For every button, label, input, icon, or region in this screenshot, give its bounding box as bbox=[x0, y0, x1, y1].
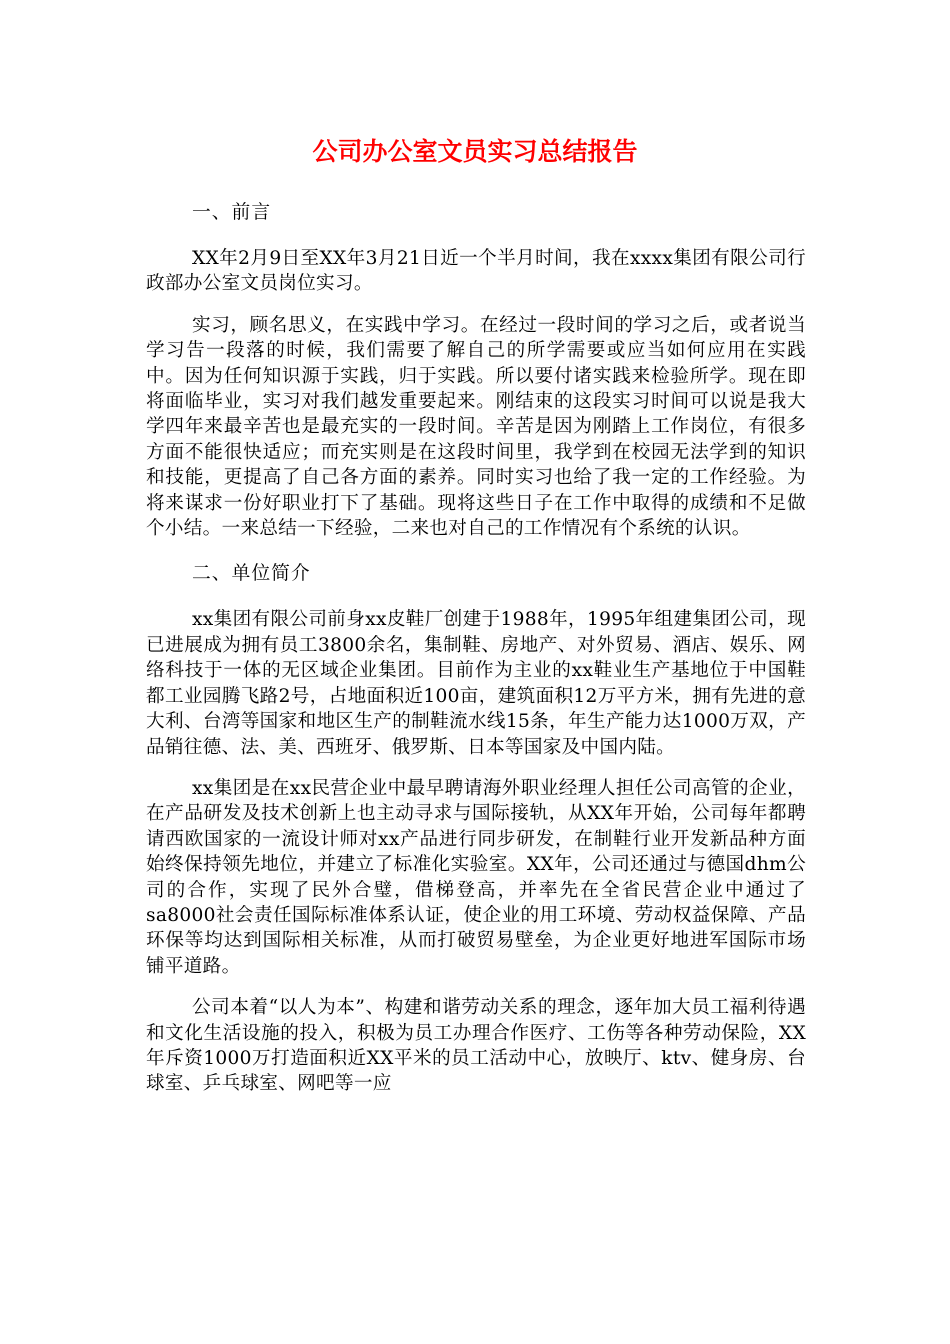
section-company-intro bbox=[146, 557, 806, 1096]
paragraph: 实习，顾名思义，在实践中学习。在经过一段时间的学习之后，或者说当学习告一段落的时候，我们需要了解自己的所学需要或应当如何应用在实践中。因为任何知识源于实践，归于实践。所以要付诸实践来检验所学。现在即将面临毕业，实习对我们越发重要起来。刚结束的这段实习时间可以说是我大学四年来最辛苦也是最充实的一段时间。辛苦是因为刚踏上工作岗位，有很多方面不能很快适应；而充实则是在这段时间里，我学到在校园无法学到的知识和技能，更提高了自己各方面的素养。同时实习也给了我一定的工作经验。为将来谋求一份好职业打下了基础。现将这些日子在工作中取得的成绩和不足做个小结。一来总结一下经验，二来也对自己的工作情况有个系统的认识。 bbox=[146, 314, 806, 540]
section-heading: 一、前言 bbox=[192, 202, 272, 223]
paragraph: xx集团有限公司前身xx皮鞋厂创建于1988年，1995年组建集团公司，现已进展成为拥有员工3800余名，集制鞋、房地产、对外贸易、酒店、娱乐、网络科技于一体的无区域企业集团。目前作为主业的xx鞋业生产基地位于中国鞋都工业园腾飞路2号，占地面积近100亩，建筑面积12万平方米，拥有先进的意大利、台湾等国家和地区生产的制鞋流水线15条，年生产能力达1000万双，产品销往德、法、美、西班牙、俄罗斯、日本等国家及中国内陆。 bbox=[146, 609, 806, 758]
document-body bbox=[146, 196, 806, 1113]
paragraph: XX年2月9日至XX年3月21日近一个半月时间，我在xxxx集团有限公司行政部办公室文员岗位实习。 bbox=[146, 248, 806, 295]
section-preface bbox=[146, 196, 806, 541]
document-title: 公司办公室文员实习总结报告 bbox=[312, 137, 638, 166]
paragraph: 公司本着“以人为本”、构建和谐劳动关系的理念，逐年加大员工福利待遇和文化生活设施的投入，积极为员工办理合作医疗、工伤等各种劳动保险，XX年斥资1000万打造面积近XX平米的员工活动中心，放映厅、ktv、健身房、台球室、乒乓球室、网吧等一应 bbox=[146, 997, 806, 1095]
section-heading: 二、单位简介 bbox=[192, 563, 311, 585]
paragraph: xx集团是在xx民营企业中最早聘请海外职业经理人担任公司高管的企业，在产品研发及技术创新上也主动寻求与国际接轨，从XX年开始，公司每年都聘请西欧国家的一流设计师对xx产品进行同步研发，在制鞋行业开发新品种方面始终保持领先地位，并建立了标准化实验室。XX年，公司还通过与德国dhm公司的合作，实现了民外合璧，借梯登高，并率先在全省民营企业中通过了sa8000社会责任国际标准体系认证，使企业的用工环境、劳动权益保障、产品环保等均达到国际相关标准，从而打破贸易壁垒，为企业更好地进军国际市场铺平道路。 bbox=[146, 777, 806, 977]
